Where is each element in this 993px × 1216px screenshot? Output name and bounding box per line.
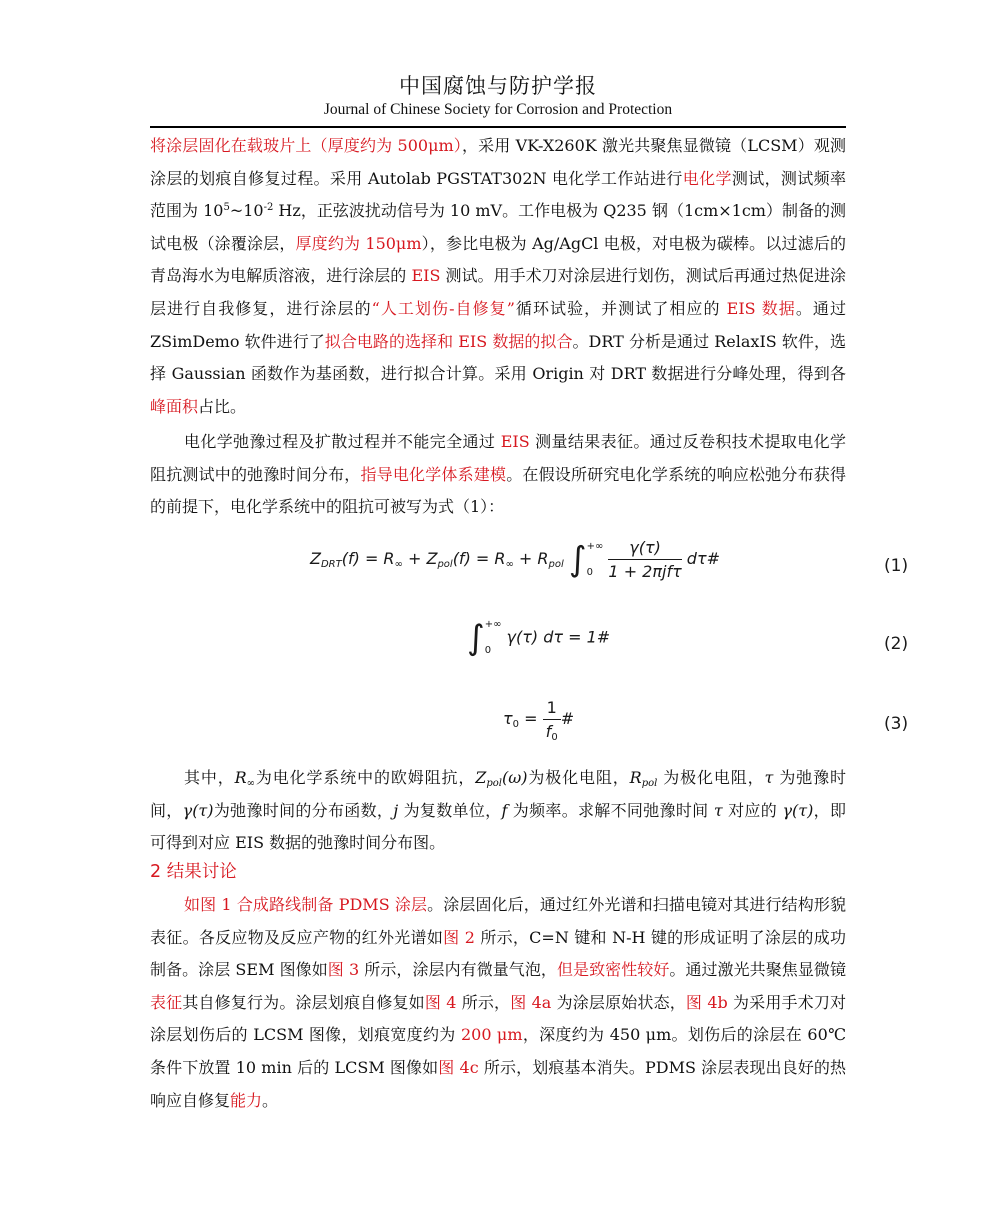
- highlight-text: 拟合电路的选择和 EIS 数据的拟合: [324, 331, 573, 351]
- denominator: 1 + 2πjfτ: [608, 562, 682, 581]
- eq-subscript: DRT: [320, 559, 342, 570]
- highlight-text: 将涂层固化在载玻片上（厚度约为 500μm）: [150, 136, 462, 155]
- body-text: 测量结果表征。通过反卷积技术提取电化学阻抗测试中的弛豫时间分布，: [150, 432, 846, 484]
- eq-subscript: 0: [512, 719, 520, 730]
- figure-ref: 图 3: [327, 960, 360, 980]
- highlight-text: 峰面积: [150, 396, 199, 416]
- equation-3: [503, 698, 574, 741]
- lower-limit: 0: [586, 566, 593, 578]
- journal-title-en: Journal of Chinese Society for Corrosion and Protection: [323, 101, 673, 118]
- upper-limit: +∞: [586, 540, 604, 552]
- body-text: ），参比电极为 Ag/AgCl 电极，对电极为碳棒。以过滤后的青岛海水为电解质溶液，进行涂层的: [150, 233, 846, 286]
- body-text: 。在假设所研究电化学系统的响应松弛分布获得的前提下，电化学系统中的阻抗可被写为式（1）：: [150, 464, 846, 517]
- drt-intro-paragraph: [150, 426, 846, 524]
- body-text: 为弛豫时间，: [150, 768, 846, 820]
- definitions-paragraph: [150, 762, 846, 860]
- body-text: 。涂层固化后，通过红外光谱和扫描电镜对其进行结构形貌表征。各反应物及反应产物的红外光谱如: [150, 895, 846, 947]
- highlight-text: 表征: [150, 992, 183, 1012]
- body-text: 。通过 ZSimDemo 软件进行了: [150, 298, 846, 351]
- header-rule: [150, 126, 846, 128]
- body-text: 为极化电阻，: [527, 768, 630, 787]
- highlight-text: 如图 1 合成路线制备 PDMS 涂层: [184, 895, 428, 914]
- upper-limit: +∞: [484, 619, 502, 630]
- subscript: pol: [641, 778, 658, 789]
- eq-symbol: τ: [503, 709, 513, 728]
- eq-text: + Z: [402, 549, 438, 568]
- body-text: 测试。用手术刀对涂层进行划伤，测试后再通过热促进涂层进行自我修复，进行涂层的: [150, 266, 846, 318]
- eq-subscript: ∞: [394, 559, 403, 570]
- denominator: [543, 720, 561, 741]
- figure-ref: 图 4a: [510, 992, 552, 1012]
- symbol: τ: [764, 768, 774, 787]
- symbol: R: [234, 768, 247, 787]
- body-text: ，深度约为 450 μm。划伤后的涂层在 60℃条件下放置 10 min 后的 LCSM 图像如: [150, 1025, 846, 1077]
- integral-limits: [587, 542, 604, 578]
- eq-text: =: [519, 709, 543, 728]
- figure-ref: 图 2: [443, 927, 475, 947]
- eq-symbol: f: [545, 722, 552, 741]
- figure-ref: 图 4b: [685, 992, 728, 1012]
- body-text: 电化学弛豫过程及扩散过程并不能完全通过: [184, 432, 501, 451]
- highlight-text: 厚度约为 150μm: [295, 233, 422, 253]
- equation-1: [310, 538, 720, 581]
- equation-number-1: (1): [884, 556, 909, 576]
- eq-text: + R: [513, 549, 549, 568]
- body-text: 占比。: [198, 396, 247, 416]
- integral-sign: ∫: [568, 539, 587, 580]
- methods-paragraph: [150, 130, 846, 423]
- superscript: 5: [223, 202, 230, 214]
- highlight-text: 能力: [230, 1090, 263, 1110]
- numerator: 1: [543, 698, 561, 720]
- numerator: γ(τ): [608, 538, 681, 560]
- highlight-text: 200 μm: [461, 1025, 523, 1045]
- body-text: 对应的: [722, 800, 783, 820]
- body-text: 其中，: [184, 768, 235, 787]
- body-text: 为弛豫时间的分布函数，: [213, 800, 394, 820]
- journal-title-cn: 中国腐蚀与防护学报: [399, 74, 597, 98]
- symbol: γ(τ): [782, 800, 814, 820]
- fraction: [543, 698, 561, 741]
- highlight-text: 指导电化学体系建模: [360, 464, 507, 484]
- symbol: j: [393, 800, 399, 820]
- eq-subscript: ∞: [505, 559, 514, 570]
- body-text: Hz，正弦波扰动信号为 10 mV。工作电极为 Q235 钢（1cm×1cm）制备的测试电极（涂覆涂层，: [150, 201, 846, 253]
- highlight-text: EIS 数据: [726, 298, 796, 318]
- subscript: pol: [486, 778, 502, 789]
- body-text: 循环试验，并测试了相应的: [514, 298, 727, 318]
- body-text: 为极化电阻，: [657, 768, 765, 787]
- figure-ref: 图 4c: [438, 1057, 479, 1077]
- equation-number-2: (2): [884, 634, 909, 654]
- eq-symbol: Z: [310, 549, 321, 568]
- symbol: Z: [475, 768, 487, 787]
- body-text: ，采用 VK-X260K 激光共聚焦显微镜（LCSM）观测涂层的划痕自修复过程。采用 Autolab PGSTAT302N 电化学工作站进行: [150, 136, 846, 188]
- highlight-text: 但是致密性较好: [556, 960, 670, 980]
- results-paragraph: [150, 889, 846, 1117]
- body-text: 测试，测试频率范围为 10: [150, 168, 846, 221]
- highlight-text: EIS: [411, 266, 441, 286]
- eq-text: (f) = R: [341, 549, 395, 568]
- superscript: -2: [263, 202, 274, 214]
- body-text: 其自修复行为。涂层划痕自修复如: [182, 992, 425, 1012]
- body-text: ~10: [229, 201, 264, 221]
- body-text: 。通过激光共聚焦显微镜: [669, 960, 846, 980]
- highlight-text: “人工划伤-自修复”: [371, 298, 515, 318]
- eq-text: dτ#: [686, 549, 720, 568]
- highlight-text: 电化学: [682, 168, 732, 188]
- body-text: 为电化学系统中的欧姆阻抗，: [255, 768, 476, 787]
- equation-2: [467, 620, 610, 656]
- eq-text: γ(τ) dτ = 1#: [506, 627, 611, 647]
- body-text: 。DRT 分析是通过 RelaxIS 软件，选择 Gaussian 函数作为基函数，进行拟合计算。采用 Origin 对 DRT 数据进行分峰处理，得到各: [150, 331, 846, 384]
- eq-text: (f) = R: [452, 549, 506, 568]
- body-text: 所示，: [456, 992, 511, 1012]
- lower-limit: 0: [484, 645, 492, 656]
- eq-text: #: [560, 709, 575, 728]
- symbol: R: [629, 768, 642, 787]
- journal-header: [150, 72, 846, 120]
- fraction: [608, 538, 681, 581]
- eq-subscript: pol: [437, 559, 453, 570]
- body-text: 为频率。求解不同弛豫时间: [507, 800, 714, 820]
- section-heading: 2 结果讨论: [150, 862, 237, 882]
- body-text: 。: [262, 1090, 279, 1110]
- body-text: 所示，C=N 键和 N-H 键的形成证明了涂层的成功制备。涂层 SEM 图像如: [150, 927, 846, 980]
- symbol: f: [501, 800, 508, 820]
- figure-ref: 图 4: [424, 992, 457, 1012]
- equation-number-3: (3): [884, 714, 909, 734]
- eq-subscript: pol: [548, 559, 564, 570]
- body-text: 为涂层原始状态，: [551, 992, 686, 1012]
- body-text: 所示，涂层内有微量气泡，: [359, 960, 557, 980]
- body-text: 所示，划痕基本消失。PDMS 涂层表现出良好的热响应自修复: [150, 1057, 846, 1110]
- symbol: γ(τ): [182, 800, 214, 820]
- eq-subscript: 0: [551, 732, 558, 743]
- subscript: ∞: [246, 778, 256, 789]
- body-text: 为采用手术刀对涂层划伤后的 LCSM 图像，划痕宽度约为: [150, 992, 846, 1045]
- body-text: ，即可得到对应 EIS 数据的弛豫时间分布图。: [150, 800, 846, 853]
- symbol: τ: [713, 800, 723, 820]
- highlight-text: EIS: [500, 432, 530, 451]
- integral-limits: [485, 620, 502, 656]
- symbol: (ω): [502, 768, 528, 787]
- body-text: 为复数单位，: [398, 800, 502, 820]
- integral-sign: ∫: [467, 618, 485, 658]
